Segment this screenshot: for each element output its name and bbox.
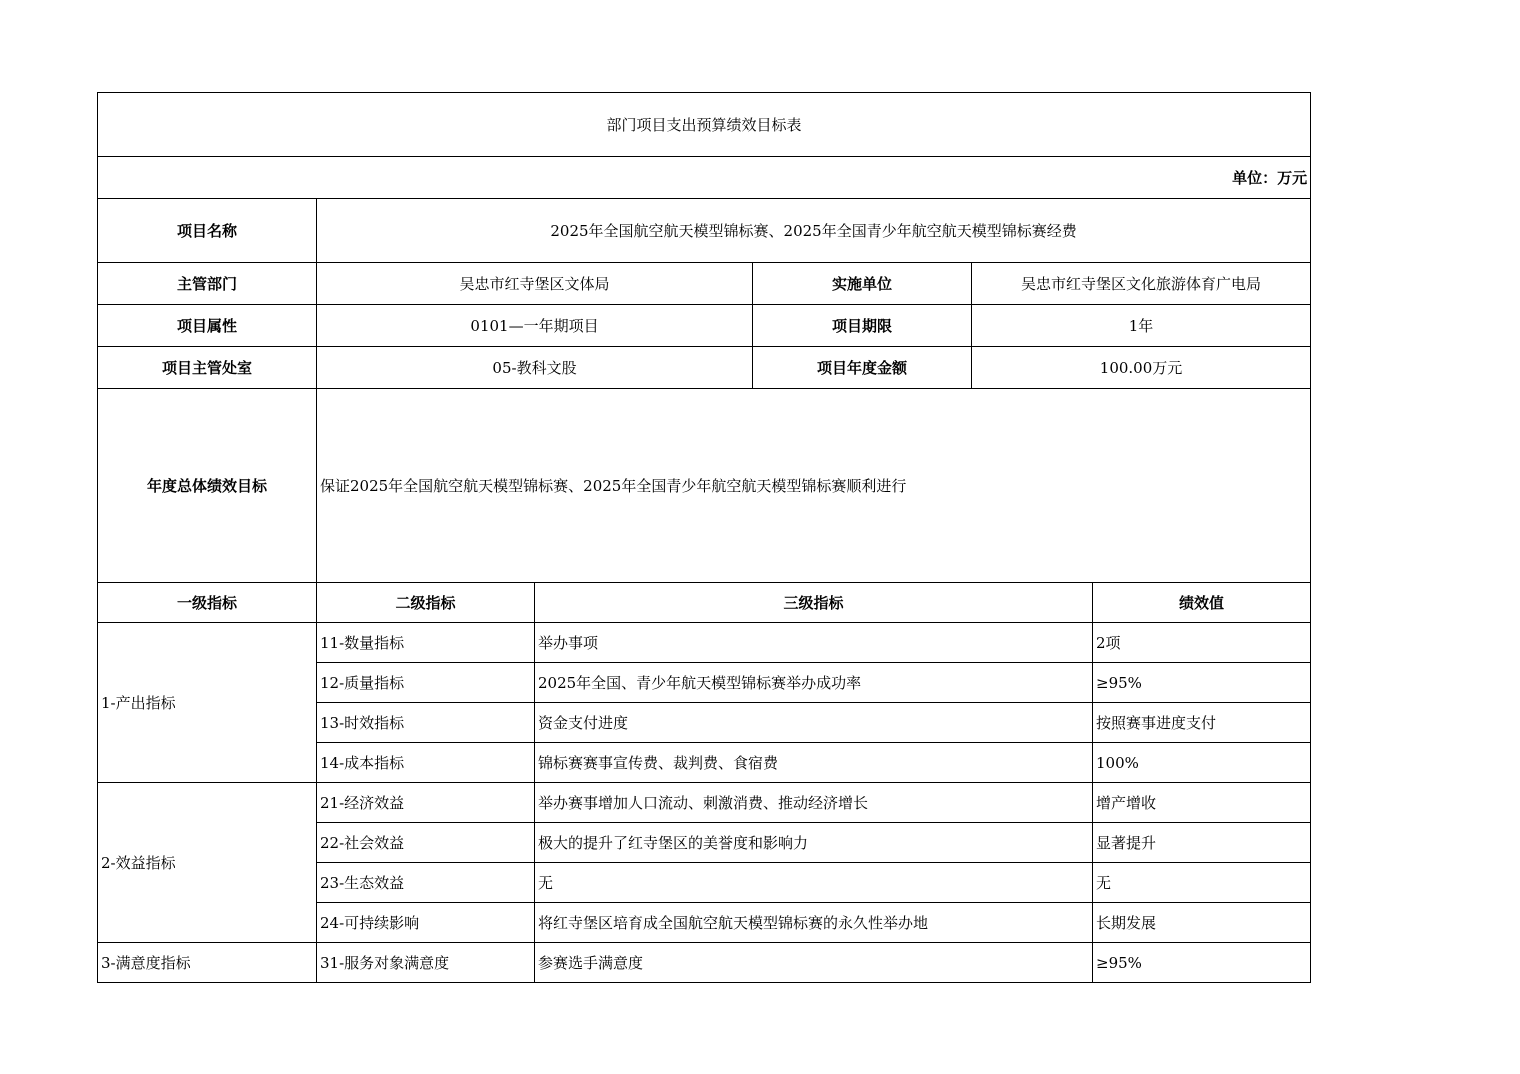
level2-cell: 14-成本指标 xyxy=(317,743,535,783)
annual-goal-row xyxy=(98,389,1311,583)
value-cell: 按照赛事进度支付 xyxy=(1093,703,1311,743)
level3-cell: 无 xyxy=(535,863,1093,903)
header-level1: 一级指标 xyxy=(98,583,317,623)
header-value: 绩效值 xyxy=(1093,583,1311,623)
level1-output: 1-产出指标 xyxy=(98,623,317,783)
implementing-unit-label: 实施单位 xyxy=(753,263,972,305)
value-cell: ≥95% xyxy=(1093,663,1311,703)
level3-cell: 极大的提升了红寺堡区的美誉度和影响力 xyxy=(535,823,1093,863)
header-level3: 三级指标 xyxy=(535,583,1093,623)
project-attribute-value: 0101—一年期项目 xyxy=(317,305,753,347)
level2-cell: 21-经济效益 xyxy=(317,783,535,823)
level2-cell: 23-生态效益 xyxy=(317,863,535,903)
level1-satisfaction: 3-满意度指标 xyxy=(98,943,317,983)
department-value: 吴忠市红寺堡区文体局 xyxy=(317,263,753,305)
table-row xyxy=(98,943,1311,983)
value-cell: ≥95% xyxy=(1093,943,1311,983)
annual-amount-value: 100.00万元 xyxy=(972,347,1311,389)
level2-cell: 11-数量指标 xyxy=(317,623,535,663)
value-cell: 长期发展 xyxy=(1093,903,1311,943)
level3-cell: 资金支付进度 xyxy=(535,703,1093,743)
value-cell: 增产增收 xyxy=(1093,783,1311,823)
level2-cell: 12-质量指标 xyxy=(317,663,535,703)
level3-cell: 2025年全国、青少年航天模型锦标赛举办成功率 xyxy=(535,663,1093,703)
project-period-value: 1年 xyxy=(972,305,1311,347)
table-title: 部门项目支出预算绩效目标表 xyxy=(98,93,1311,157)
managing-office-label: 项目主管处室 xyxy=(98,347,317,389)
level3-cell: 将红寺堡区培育成全国航空航天模型锦标赛的永久性举办地 xyxy=(535,903,1093,943)
department-label: 主管部门 xyxy=(98,263,317,305)
annual-goal-value: 保证2025年全国航空航天模型锦标赛、2025年全国青少年航空航天模型锦标赛顺利进行 xyxy=(317,389,1311,583)
level2-cell: 22-社会效益 xyxy=(317,823,535,863)
value-cell: 2项 xyxy=(1093,623,1311,663)
indicator-header-row xyxy=(98,583,1311,623)
value-cell: 100% xyxy=(1093,743,1311,783)
value-cell: 无 xyxy=(1093,863,1311,903)
office-row xyxy=(98,347,1311,389)
level3-cell: 举办事项 xyxy=(535,623,1093,663)
project-attribute-label: 项目属性 xyxy=(98,305,317,347)
header-level2: 二级指标 xyxy=(317,583,535,623)
attribute-row xyxy=(98,305,1311,347)
value-cell: 显著提升 xyxy=(1093,823,1311,863)
annual-goal-label: 年度总体绩效目标 xyxy=(98,389,317,583)
level1-benefit: 2-效益指标 xyxy=(98,783,317,943)
level3-cell: 锦标赛赛事宣传费、裁判费、食宿费 xyxy=(535,743,1093,783)
project-name-label: 项目名称 xyxy=(98,199,317,263)
table-row xyxy=(98,783,1311,823)
performance-target-table xyxy=(97,92,1311,983)
title-row xyxy=(98,93,1311,157)
level3-cell: 参赛选手满意度 xyxy=(535,943,1093,983)
implementing-unit-value: 吴忠市红寺堡区文化旅游体育广电局 xyxy=(972,263,1311,305)
department-row xyxy=(98,263,1311,305)
level2-cell: 13-时效指标 xyxy=(317,703,535,743)
level2-cell: 24-可持续影响 xyxy=(317,903,535,943)
project-period-label: 项目期限 xyxy=(753,305,972,347)
unit-label: 单位：万元 xyxy=(98,157,1311,199)
level2-cell: 31-服务对象满意度 xyxy=(317,943,535,983)
managing-office-value: 05-教科文股 xyxy=(317,347,753,389)
unit-row xyxy=(98,157,1311,199)
annual-amount-label: 项目年度金额 xyxy=(753,347,972,389)
table-row xyxy=(98,623,1311,663)
project-name-value: 2025年全国航空航天模型锦标赛、2025年全国青少年航空航天模型锦标赛经费 xyxy=(317,199,1311,263)
level3-cell: 举办赛事增加人口流动、刺激消费、推动经济增长 xyxy=(535,783,1093,823)
project-name-row xyxy=(98,199,1311,263)
